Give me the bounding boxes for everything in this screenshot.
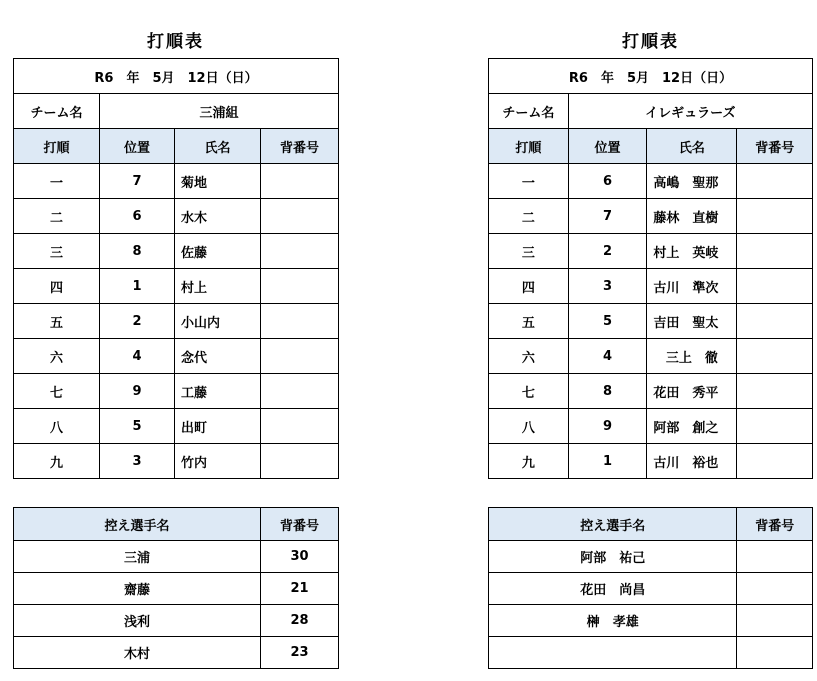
bench-table (13, 507, 339, 669)
number-cell[interactable] (737, 304, 813, 339)
order-cell: 九 (14, 444, 100, 479)
bench-row (489, 605, 813, 637)
order-cell: 三 (489, 234, 569, 269)
sheet-title: 打順表 (622, 32, 679, 52)
bench-row (489, 637, 813, 669)
bench-row (14, 637, 339, 669)
position-cell[interactable]: 2 (100, 304, 175, 339)
position-cell[interactable]: 6 (100, 199, 175, 234)
bench-name-cell[interactable]: 齋藤 (14, 573, 261, 605)
bench-header-name: 控え選手名 (489, 508, 737, 541)
number-cell[interactable] (261, 444, 339, 479)
bench-number-cell[interactable] (737, 573, 813, 605)
position-cell[interactable]: 6 (568, 164, 647, 199)
table-row (489, 304, 813, 339)
order-cell: 一 (14, 164, 100, 199)
player-name-cell[interactable]: 三上 徹 (647, 339, 737, 374)
bench-name-cell[interactable]: 阿部 祐己 (489, 541, 737, 573)
bench-header-row (14, 508, 339, 541)
player-name-cell[interactable]: 吉田 聖太 (647, 304, 737, 339)
player-name-cell[interactable]: 菊地 (175, 164, 261, 199)
number-cell[interactable] (737, 444, 813, 479)
bench-row (14, 605, 339, 637)
table-row (489, 444, 813, 479)
team-row (14, 94, 339, 129)
table-row (489, 374, 813, 409)
bench-number-cell[interactable]: 30 (261, 541, 339, 573)
bench-header-number: 背番号 (261, 508, 339, 541)
position-cell[interactable]: 8 (568, 374, 647, 409)
order-cell: 六 (14, 339, 100, 374)
bench-name-cell[interactable]: 浅利 (14, 605, 261, 637)
player-name-cell[interactable]: 古川 裕也 (647, 444, 737, 479)
date-row (14, 59, 339, 94)
bench-row (14, 573, 339, 605)
header-number: 背番号 (261, 129, 339, 164)
table-row (489, 199, 813, 234)
order-cell: 六 (489, 339, 569, 374)
position-cell[interactable]: 5 (100, 409, 175, 444)
date-cell[interactable]: R6 年 5月 12日（日） (489, 59, 813, 94)
position-cell[interactable]: 8 (100, 234, 175, 269)
team-name-cell[interactable]: 三浦組 (100, 94, 339, 129)
bench-header-row (489, 508, 813, 541)
order-cell: 一 (489, 164, 569, 199)
header-number: 背番号 (737, 129, 813, 164)
position-cell[interactable]: 1 (100, 269, 175, 304)
number-cell[interactable] (261, 374, 339, 409)
sheet-title: 打順表 (147, 32, 204, 52)
table-row (489, 409, 813, 444)
position-cell[interactable]: 7 (568, 199, 647, 234)
bench-table (488, 507, 813, 669)
position-cell[interactable]: 5 (568, 304, 647, 339)
table-row (14, 444, 339, 479)
lineup-table (13, 58, 339, 479)
table-row (489, 339, 813, 374)
position-cell[interactable]: 3 (100, 444, 175, 479)
table-row (489, 269, 813, 304)
table-row (14, 409, 339, 444)
table-row (14, 374, 339, 409)
team-label: チーム名 (14, 94, 100, 129)
player-name-cell[interactable]: 出町 (175, 409, 261, 444)
position-cell[interactable]: 7 (100, 164, 175, 199)
number-cell[interactable] (261, 199, 339, 234)
position-cell[interactable]: 3 (568, 269, 647, 304)
table-row (14, 304, 339, 339)
header-name: 氏名 (175, 129, 261, 164)
player-name-cell[interactable]: 阿部 創之 (647, 409, 737, 444)
lineup-table (488, 58, 813, 479)
bench-row (14, 541, 339, 573)
number-cell[interactable] (737, 269, 813, 304)
header-position: 位置 (568, 129, 647, 164)
table-row (14, 269, 339, 304)
order-cell: 八 (14, 409, 100, 444)
number-cell[interactable] (737, 339, 813, 374)
position-cell[interactable]: 4 (568, 339, 647, 374)
bench-header-name: 控え選手名 (14, 508, 261, 541)
number-cell[interactable] (737, 199, 813, 234)
position-cell[interactable]: 9 (568, 409, 647, 444)
order-cell: 三 (14, 234, 100, 269)
header-order: 打順 (14, 129, 100, 164)
order-cell: 二 (14, 199, 100, 234)
bench-name-cell[interactable]: 榊 孝雄 (489, 605, 737, 637)
order-cell: 五 (14, 304, 100, 339)
bench-number-cell[interactable]: 21 (261, 573, 339, 605)
number-cell[interactable] (261, 409, 339, 444)
player-name-cell[interactable]: 佐藤 (175, 234, 261, 269)
order-cell: 九 (489, 444, 569, 479)
order-cell: 四 (489, 269, 569, 304)
header-position: 位置 (100, 129, 175, 164)
order-cell: 七 (14, 374, 100, 409)
number-cell[interactable] (737, 164, 813, 199)
table-row (14, 199, 339, 234)
position-cell[interactable]: 1 (568, 444, 647, 479)
table-row (14, 164, 339, 199)
bench-number-cell[interactable]: 23 (261, 637, 339, 669)
number-cell[interactable] (261, 304, 339, 339)
player-name-cell[interactable]: 古川 準次 (647, 269, 737, 304)
team-name-cell[interactable]: イレギュラーズ (568, 94, 812, 129)
bench-number-cell[interactable] (737, 541, 813, 573)
order-cell: 五 (489, 304, 569, 339)
player-name-cell[interactable]: 工藤 (175, 374, 261, 409)
order-cell: 二 (489, 199, 569, 234)
header-order: 打順 (489, 129, 569, 164)
table-row (14, 234, 339, 269)
table-row (489, 164, 813, 199)
position-cell[interactable]: 2 (568, 234, 647, 269)
bench-name-cell[interactable]: 花田 尚昌 (489, 573, 737, 605)
player-name-cell[interactable]: 水木 (175, 199, 261, 234)
number-cell[interactable] (737, 409, 813, 444)
player-name-cell[interactable]: 小山内 (175, 304, 261, 339)
order-cell: 七 (489, 374, 569, 409)
player-name-cell[interactable]: 村上 (175, 269, 261, 304)
bench-name-cell[interactable]: 三浦 (14, 541, 261, 573)
number-cell[interactable] (261, 164, 339, 199)
player-name-cell[interactable]: 藤林 直樹 (647, 199, 737, 234)
order-cell: 八 (489, 409, 569, 444)
header-row (489, 129, 813, 164)
player-name-cell[interactable]: 竹内 (175, 444, 261, 479)
bench-number-cell[interactable]: 28 (261, 605, 339, 637)
position-cell[interactable]: 4 (100, 339, 175, 374)
player-name-cell[interactable]: 花田 秀平 (647, 374, 737, 409)
bench-header-number: 背番号 (737, 508, 813, 541)
bench-row (489, 573, 813, 605)
position-cell[interactable]: 9 (100, 374, 175, 409)
number-cell[interactable] (261, 339, 339, 374)
date-row (489, 59, 813, 94)
bench-name-cell[interactable]: 木村 (14, 637, 261, 669)
team-row (489, 94, 813, 129)
header-row (14, 129, 339, 164)
number-cell[interactable] (261, 269, 339, 304)
date-cell[interactable]: R6 年 5月 12日（日） (14, 59, 339, 94)
bench-number-cell[interactable] (737, 637, 813, 669)
player-name-cell[interactable]: 村上 英岐 (647, 234, 737, 269)
bench-name-cell[interactable] (489, 637, 737, 669)
bench-number-cell[interactable] (737, 605, 813, 637)
team-label: チーム名 (489, 94, 569, 129)
bench-row (489, 541, 813, 573)
table-row (14, 339, 339, 374)
order-cell: 四 (14, 269, 100, 304)
player-name-cell[interactable]: 高嶋 聖那 (647, 164, 737, 199)
number-cell[interactable] (737, 234, 813, 269)
table-row (489, 234, 813, 269)
header-name: 氏名 (647, 129, 737, 164)
number-cell[interactable] (261, 234, 339, 269)
number-cell[interactable] (737, 374, 813, 409)
player-name-cell[interactable]: 念代 (175, 339, 261, 374)
